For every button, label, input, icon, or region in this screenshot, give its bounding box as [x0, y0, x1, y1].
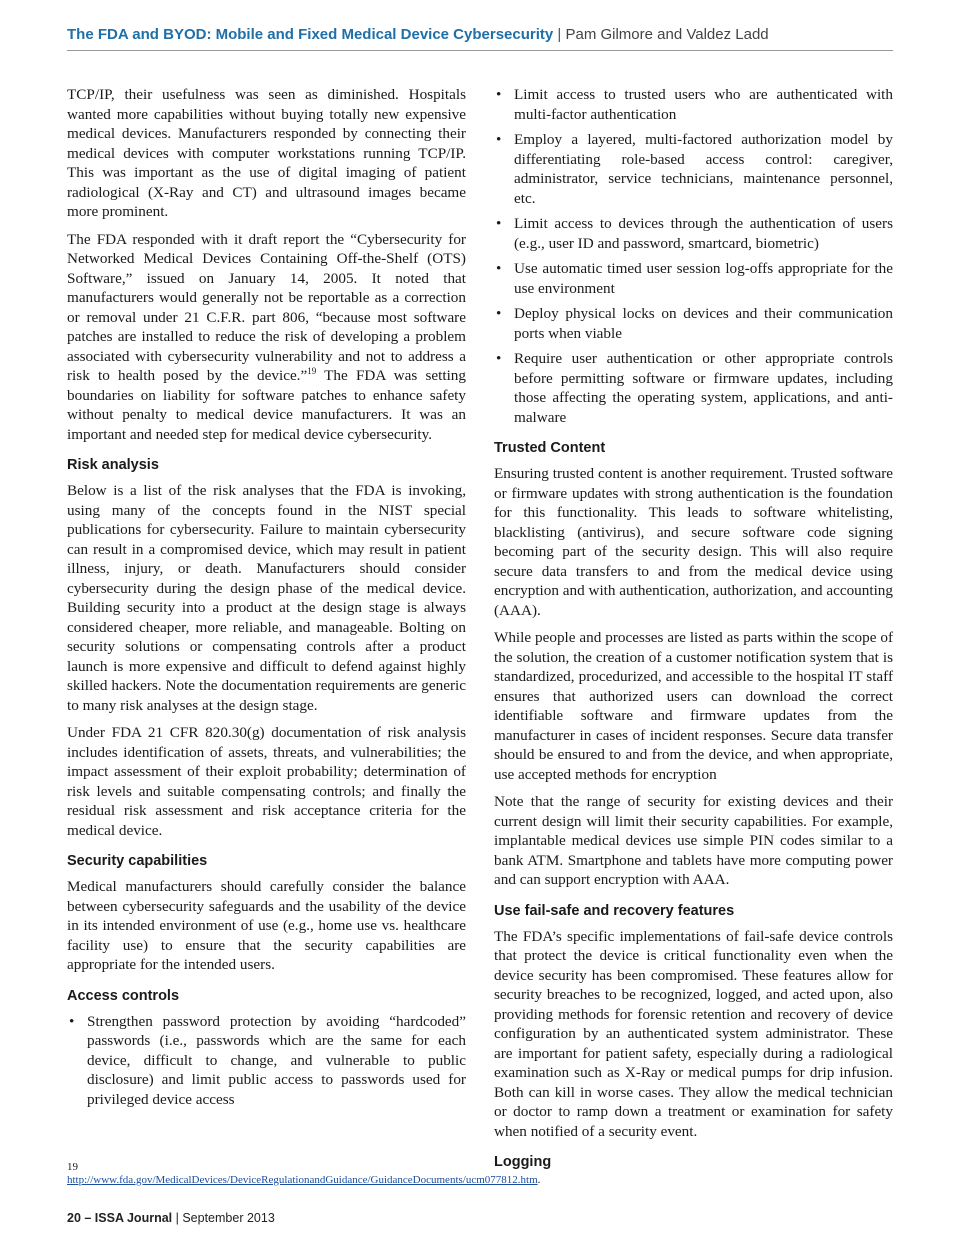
- heading-security-capabilities: Security capabilities: [67, 853, 208, 869]
- bullet-icon: •: [496, 215, 502, 232]
- paragraph: Under FDA 21 CFR 820.30(g) documentation of risk analysis includes identification of assets, threats, and vulnerabilities; the impact assessment of their exploit probability; determination of risk levels and suitable compensating controls; and finally the residual risk assessment and risk acceptance criteria for the medical device.: [67, 724, 466, 839]
- paragraph: Below is a list of the risk analyses that the FDA is invoking, using many of the concepts found in the NIST special publications for cybersecurity. Failure to maintain cybersecurity can result in a compromised device, which may result in patient illness, injury, or death. Manufacturers should consider cybersecurity during the design phase of the medical device. Building security into a product at the design stage is always considered cheaper, more reliable, and manageable. Bolting on security solutions or compensating controls after a product launch is more expensive and difficult to defend against highly skilled hackers. Note the documentation requirements are generic to many risk analyses at the design stage.: [67, 482, 466, 714]
- article-title: The FDA and BYOD: Mobile and Fixed Medical Device Cybersecurity: [67, 26, 554, 43]
- list-item: • Limit access to devices through the authentication of users (e.g., user ID and password, smartcard, biometric): [496, 215, 893, 252]
- article-authors: Pam Gilmore and Valdez Ladd: [565, 26, 769, 43]
- heading-access-controls: Access controls: [67, 987, 180, 1004]
- bullet-icon: •: [69, 1012, 75, 1030]
- footnote-ref[interactable]: 19: [307, 365, 317, 376]
- heading-risk-analysis: Risk analysis: [67, 457, 159, 473]
- right-column: [494, 85, 893, 1178]
- page-number: 20 – ISSA Journal: [67, 1211, 173, 1225]
- paragraph-text: The FDA was setting boundaries on liability for software patches to enhance safety without penalty to medical device manufacturers. It was an important and needed step for medical device cybersecurity.: [67, 367, 466, 443]
- bullet-icon: •: [496, 260, 502, 277]
- heading-trusted-content: Trusted Content: [494, 440, 606, 456]
- bullet-icon: •: [496, 305, 502, 322]
- header-rule: [67, 50, 893, 51]
- paragraph: Note that the range of security for existing devices and their current design will limit their security capabilities. For example, implantable medical devices use simple PIN codes similar to a bank ATM. Smartphone and tablets have more computing power and can support encryption with AAA.: [494, 793, 893, 888]
- paragraph: Medical manufacturers should carefully consider the balance between cybersecurity safeguards and the usability of the device in its intended environment of use (e.g., home use vs. healthcare facility use) to ensure that the security capabilities are appropriate for the intended users.: [67, 878, 466, 973]
- page-footer: [67, 1211, 275, 1225]
- bullet-list: [67, 1012, 466, 1110]
- footnote-number: 19: [67, 1161, 78, 1173]
- heading-logging: Logging: [494, 1154, 552, 1170]
- paragraph: [67, 230, 466, 445]
- list-item: • Strengthen password protection by avoiding “hardcoded” passwords (i.e., passwords which are the same for each device, difficult to change, and vulnerable to public disclosure) and limit public access to passwords used for privileged device access: [69, 1012, 466, 1108]
- paragraph: Ensuring trusted content is another requirement. Trusted software or firmware updates with strong authentication is the foundation for this functionality. This leads to software whitelisting, blacklisting (antivirus), and secure software code signing becoming part of the security design. This will also require secure data transfers to and from the medical device using encryption and with authentication, authorization, and accounting (AAA).: [494, 465, 893, 619]
- heading-fail-safe: Use fail-safe and recovery features: [494, 902, 735, 919]
- footnote-link[interactable]: http://www.fda.gov/MedicalDevices/DeviceRegulationandGuidance/GuidanceDocuments/ucm077812.htm: [67, 1173, 538, 1186]
- paragraph: While people and processes are listed as parts within the scope of the solution, the creation of a customer notification system that is standardized, procedurized, and accessible to the hospital IT staff ensures that authorized users can download the correct identifiable software and firmware updates from the manufacturer in cases of incident responses. Secure data transfer should be ensured to and from the device, and when appropriate, use accepted methods for encryption: [494, 629, 893, 783]
- footer-separator: |: [172, 1211, 183, 1225]
- bullet-list: [494, 85, 893, 427]
- paragraph: TCP/IP, their usefulness was seen as diminished. Hospitals wanted more capabilities without buying totally new expensive medical devices. Manufacturers responded by connecting their medical devices with computer workstations running TCP/IP. This was important as the use of digital imaging of patient radiological (X-Ray and CT) and ultrasound images became more prominent.: [67, 86, 466, 220]
- list-item: • Employ a layered, multi-factored authorization model by differentiating role-based access control: caregiver, administrator, service technicians, maintenance personnel, etc.: [496, 131, 893, 207]
- paragraph: The FDA’s specific implementations of fail-safe device controls that protect the device is critical functionality even when the device security has been compromised. These features allow for security breaches to be recognized, logged, and acted upon, also providing methods for forensic retention and recovery of device configuration by an authenticated system administrator. These are important for patient safety, especially during a radiological examination such as X-Ray or medical pumps for drip infusion. Both can kill in worse cases. They allow the medical technician or doctor to ramp down a treatment or examination for safety when notified of a security event.: [494, 927, 893, 1140]
- list-item: • Require user authentication or other appropriate controls before permitting software or firmware updates, including those affecting the operating system, applications, and anti-malware: [496, 350, 893, 426]
- bullet-icon: •: [496, 86, 502, 103]
- left-column: [67, 85, 466, 1115]
- bullet-icon: •: [496, 131, 502, 148]
- list-item: • Limit access to trusted users who are authenticated with multi-factor authentication: [496, 86, 893, 123]
- list-item: • Deploy physical locks on devices and their communication ports when viable: [496, 305, 893, 342]
- issue-date: September 2013: [182, 1211, 275, 1225]
- running-header: [67, 26, 893, 43]
- list-item: • Use automatic timed user session log-offs appropriate for the use environment: [496, 260, 893, 297]
- paragraph-text: The FDA responded with it draft report the “Cybersecurity for Networked Medical Devices Containing Off-the-Shelf (OTS) Software,” issued on January 14, 2005. It noted that manufacturers would generally not be reportable as a correction or removal under 21 C.F.R. part 806, “because most software patches are installed to reduce the risk of developing a problem associated with cybersecurity vulnerability and not to address a risk to health posed by the device.”: [67, 230, 466, 384]
- footnote: 19http://www.fda.gov/MedicalDevices/DeviceRegulationandGuidance/GuidanceDocuments/ucm077812.htm.: [67, 1161, 541, 1186]
- bullet-icon: •: [496, 350, 502, 367]
- header-separator: |: [553, 26, 566, 43]
